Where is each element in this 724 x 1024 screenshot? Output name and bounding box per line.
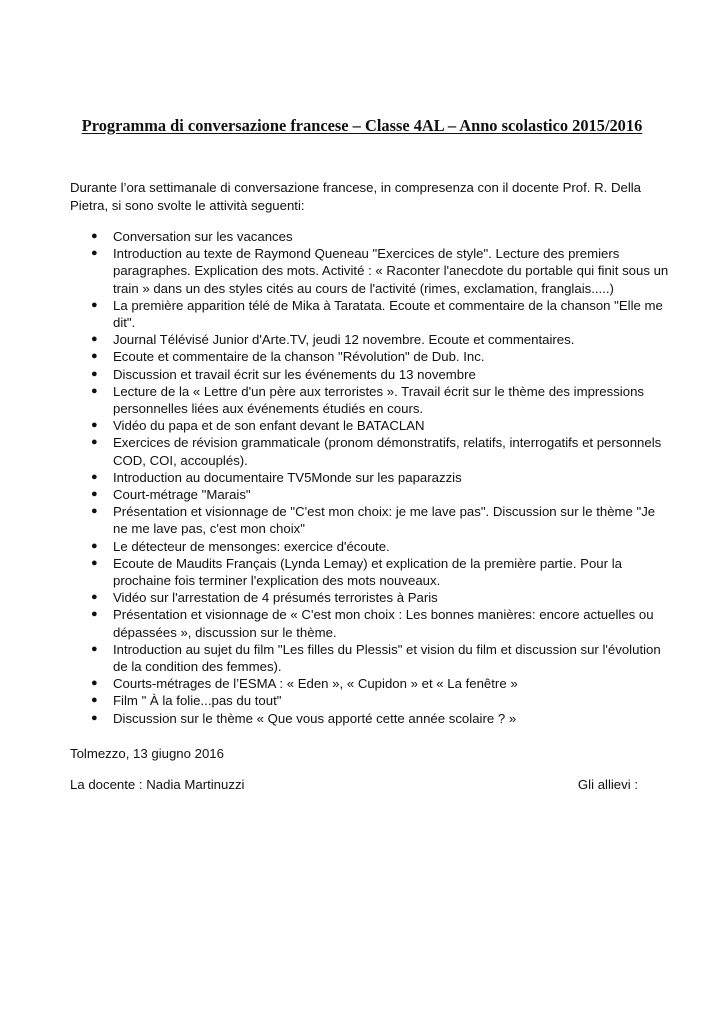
activity-text: Courts-métrages de l’ESMA : « Eden », « Cupidon » et « La fenêtre » xyxy=(113,676,518,692)
list-item xyxy=(70,710,670,727)
list-item xyxy=(70,692,670,709)
bullet-icon: ● xyxy=(91,505,98,518)
activity-text: Présentation et visionnage de « C'est mon choix : Les bonnes manières: encore actuelles ou dépassées », discussion sur le thème. xyxy=(113,607,654,640)
bullet-icon: ● xyxy=(91,694,98,707)
bullet-icon: ● xyxy=(91,298,98,311)
teacher-signature-label: La docente : Nadia Martinuzzi xyxy=(70,777,245,792)
list-item xyxy=(70,245,670,297)
list-item xyxy=(70,228,670,245)
activity-text: Lecture de la « Lettre d'un père aux terroristes ». Travail écrit sur le thème des impressions personnelles liées aux événements étudiés en cours. xyxy=(113,383,645,417)
list-item xyxy=(70,297,670,331)
intro-paragraph: Durante l’ora settimanale di conversazione francese, in compresenza con il docente Prof. R. Della Pietra, si sono svolte le attività seguenti: xyxy=(70,180,642,213)
activity-text: Film " À la folie...pas du tout" xyxy=(113,693,282,709)
bullet-icon: ● xyxy=(91,333,98,346)
bullet-icon: ● xyxy=(91,488,98,501)
list-item xyxy=(70,469,670,486)
bullet-icon: ● xyxy=(91,350,98,363)
bullet-icon: ● xyxy=(91,367,98,380)
activity-text: Ecoute et commentaire de la chanson "Révolution" de Dub. Inc. xyxy=(113,349,485,365)
activity-text: Exercices de révision grammaticale (pronom démonstratifs, relatifs, interrogatifs et personnels COD, COI, accouplés). xyxy=(113,435,662,468)
activity-text: Le détecteur de mensonges: exercice d'écoute. xyxy=(113,538,390,554)
list-item xyxy=(70,434,670,468)
bullet-icon: ● xyxy=(91,608,98,621)
activity-text: Vidéo sur l'arrestation de 4 présumés terroristes à Paris xyxy=(113,590,438,606)
bullet-icon: ● xyxy=(91,539,98,552)
bullet-icon: ● xyxy=(91,230,98,242)
activity-text: Introduction au sujet du film "Les filles du Plessis" et vision du film et discussion sur l'évolution de la condition des femmes). xyxy=(113,641,661,675)
activity-text: La première apparition télé de Mika à Taratata. Ecoute et commentaire de la chanson "Elle me dit". xyxy=(113,297,663,331)
list-item xyxy=(70,675,670,692)
activities-list xyxy=(70,228,670,727)
activity-text: Introduction au documentaire TV5Monde sur les paparazzis xyxy=(113,469,462,485)
list-item xyxy=(70,589,670,606)
bullet-icon: ● xyxy=(91,470,98,483)
list-item xyxy=(70,366,670,383)
activity-text: Journal Télévisé Junior d'Arte.TV, jeudi 12 novembre. Ecoute et commentaires. xyxy=(113,332,575,348)
activity-text: Conversation sur les vacances xyxy=(113,229,293,244)
activity-text: Vidéo du papa et de son enfant devant le BATACLAN xyxy=(113,418,425,434)
list-item xyxy=(70,503,670,537)
bullet-icon: ● xyxy=(91,419,98,432)
activity-text: Introduction au texte de Raymond Queneau "Exercices de style". Lecture des premiers paragraphes. Explication des mots. Activité : « Raconter l'anecdote du portable qui finit sous un train » dans un des styles cités au cours de l'activité (rimes, exclamation, franglais.....) xyxy=(113,246,669,296)
activity-text: Discussion et travail écrit sur les événements du 13 novembre xyxy=(113,366,476,382)
bullet-icon: ● xyxy=(91,556,98,569)
list-item xyxy=(70,417,670,434)
list-item xyxy=(70,348,670,365)
place-date: Tolmezzo, 13 giugno 2016 xyxy=(70,746,224,761)
bullet-icon: ● xyxy=(91,384,98,397)
list-item xyxy=(70,641,670,675)
bullet-icon: ● xyxy=(91,642,98,655)
activity-text: Court-métrage "Marais" xyxy=(113,487,251,503)
activity-text: Ecoute de Maudits Français (Lynda Lemay) et explication de la première partie. Pour la prochaine fois terminer l'explication des mots nouveaux. xyxy=(113,555,622,589)
list-item xyxy=(70,555,670,589)
activity-text: Discussion sur le thème « Que vous apporté cette année scolaire ? » xyxy=(113,710,517,726)
students-signature-label: Gli allievi : xyxy=(577,777,638,792)
bullet-icon: ● xyxy=(91,711,98,724)
bullet-icon: ● xyxy=(91,247,98,260)
activity-text: Présentation et visionnage de "C'est mon choix: je me lave pas". Discussion sur le thème "Je ne me lave pas, c'est mon choix" xyxy=(113,504,656,537)
document-title: Programma di conversazione francese – Classe 4AL – Anno scolastico 2015/2016 xyxy=(81,116,643,135)
list-item xyxy=(70,486,670,503)
list-item xyxy=(70,331,670,348)
list-item xyxy=(70,538,670,555)
list-item xyxy=(70,383,670,417)
bullet-icon: ● xyxy=(91,591,98,604)
bullet-icon: ● xyxy=(91,677,98,690)
bullet-icon: ● xyxy=(91,436,98,449)
list-item xyxy=(70,606,670,640)
